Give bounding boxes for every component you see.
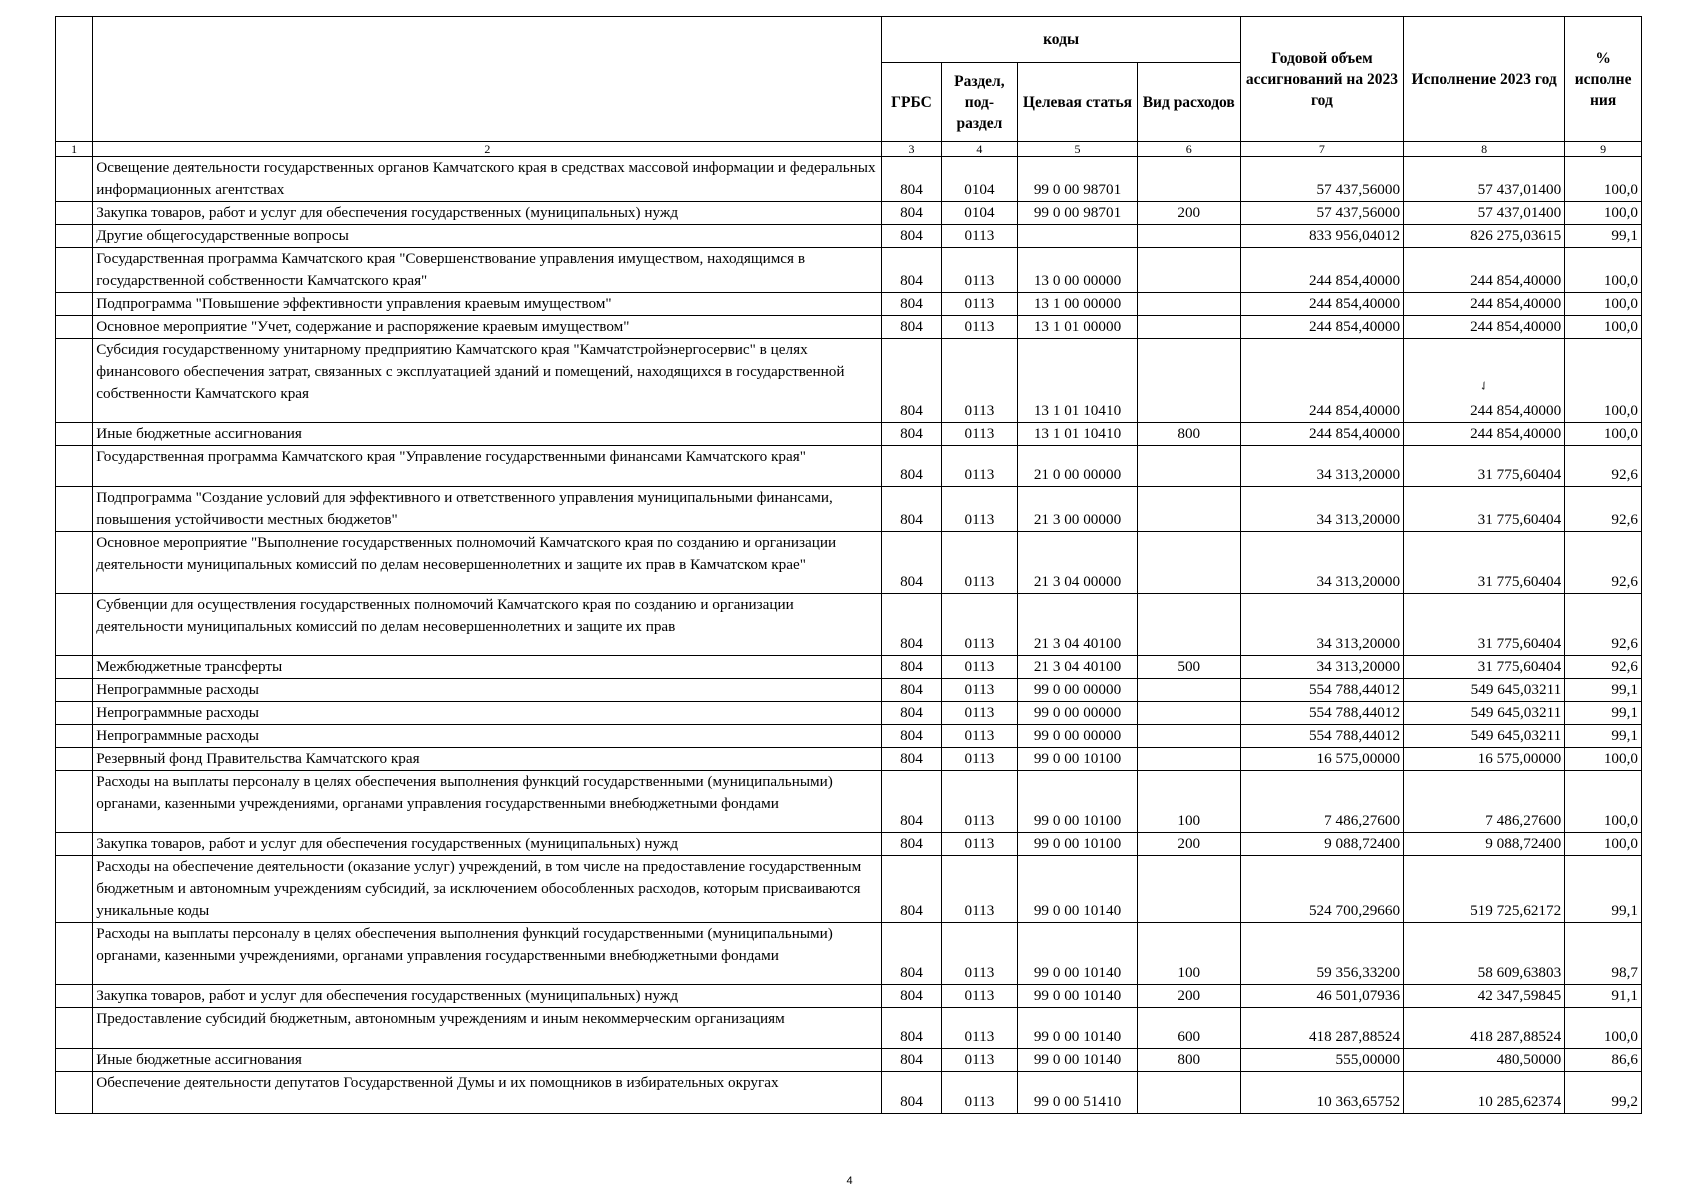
row-grbs: 804	[882, 225, 941, 248]
table-body	[56, 157, 1642, 1114]
row-razdel: 0113	[941, 594, 1018, 656]
row-razdel: 0113	[941, 446, 1018, 487]
row-pct: 99,1	[1565, 856, 1642, 923]
row-plan: 9 088,72400	[1240, 833, 1403, 856]
row-plan: 524 700,29660	[1240, 856, 1403, 923]
row-tselevaya: 21 3 00 00000	[1018, 487, 1137, 532]
table-row	[56, 423, 1642, 446]
row-fact: 418 287,88524	[1404, 1008, 1565, 1049]
row-name: Подпрограмма "Создание условий для эффективного и ответственного управления муниципальными финансами, повышения устойчивости местных бюджетов"	[93, 487, 882, 532]
header-empty-name	[93, 17, 882, 142]
row-pct: 100,0	[1565, 157, 1642, 202]
budget-sheet	[55, 16, 1642, 1114]
column-number: 1	[56, 142, 93, 157]
row-name: Другие общегосударственные вопросы	[93, 225, 882, 248]
row-number-cell	[56, 293, 93, 316]
row-name: Непрограммные расходы	[93, 679, 882, 702]
row-name: Закупка товаров, работ и услуг для обеспечения государственных (муниципальных) нужд	[93, 833, 882, 856]
column-number: 3	[882, 142, 941, 157]
row-name: Основное мероприятие "Выполнение государственных полномочий Камчатского края по созданию и организации деятельности муниципальных комиссий по делам несовершеннолетних и защите их прав в Камчатском крае"	[93, 532, 882, 594]
row-number-cell	[56, 487, 93, 532]
row-tselevaya: 99 0 00 10100	[1018, 833, 1137, 856]
row-number-cell	[56, 225, 93, 248]
row-number-cell	[56, 446, 93, 487]
header-vid: Вид расходов	[1137, 63, 1240, 142]
row-grbs: 804	[882, 1049, 941, 1072]
row-name: Расходы на выплаты персоналу в целях обеспечения выполнения функций государственными (муниципальными) органами, казенными учреждениями, органами управления государственными внебюджетными фондами	[93, 923, 882, 985]
row-razdel: 0104	[941, 202, 1018, 225]
row-razdel: 0113	[941, 748, 1018, 771]
row-pct: 92,6	[1565, 487, 1642, 532]
row-razdel: 0113	[941, 1049, 1018, 1072]
row-grbs: 804	[882, 202, 941, 225]
row-tselevaya: 21 3 04 00000	[1018, 532, 1137, 594]
row-razdel: 0113	[941, 248, 1018, 293]
row-grbs: 804	[882, 833, 941, 856]
budget-table	[55, 16, 1642, 1114]
header-codes: коды	[882, 17, 1240, 63]
row-razdel: 0113	[941, 293, 1018, 316]
row-pct: 100,0	[1565, 248, 1642, 293]
row-vid	[1137, 702, 1240, 725]
row-tselevaya: 99 0 00 10140	[1018, 1008, 1137, 1049]
row-name: Основное мероприятие "Учет, содержание и распоряжение краевым имуществом"	[93, 316, 882, 339]
row-tselevaya: 99 0 00 00000	[1018, 725, 1137, 748]
row-vid	[1137, 225, 1240, 248]
row-number-cell	[56, 856, 93, 923]
row-plan: 57 437,56000	[1240, 202, 1403, 225]
row-vid	[1137, 339, 1240, 423]
row-plan: 418 287,88524	[1240, 1008, 1403, 1049]
row-razdel: 0113	[941, 771, 1018, 833]
row-number-cell	[56, 1049, 93, 1072]
row-number-cell	[56, 748, 93, 771]
row-plan: 244 854,40000	[1240, 423, 1403, 446]
row-name: Расходы на выплаты персоналу в целях обеспечения выполнения функций государственными (муниципальными) органами, казенными учреждениями, органами управления государственными внебюджетными фондами	[93, 771, 882, 833]
row-name: Обеспечение деятельности депутатов Государственной Думы и их помощников в избирательных округах	[93, 1072, 882, 1114]
row-name: Субвенции для осуществления государственных полномочий Камчатского края по созданию и организации деятельности муниципальных комиссий по делам несовершеннолетних и защите их прав	[93, 594, 882, 656]
table-row	[56, 702, 1642, 725]
row-name: Закупка товаров, работ и услуг для обеспечения государственных (муниципальных) нужд	[93, 985, 882, 1008]
row-pct: 92,6	[1565, 656, 1642, 679]
row-vid: 800	[1137, 1049, 1240, 1072]
row-fact: 244 854,40000	[1404, 293, 1565, 316]
row-name: Освещение деятельности государственных органов Камчатского края в средствах массовой информации и федеральных информационных агентствах	[93, 157, 882, 202]
check-mark-icon: ✓	[1475, 377, 1493, 395]
row-fact: 31 775,60404	[1404, 487, 1565, 532]
row-vid	[1137, 594, 1240, 656]
row-vid	[1137, 856, 1240, 923]
header-empty-num	[56, 17, 93, 142]
row-plan: 34 313,20000	[1240, 656, 1403, 679]
row-tselevaya: 99 0 00 10140	[1018, 985, 1137, 1008]
row-pct: 100,0	[1565, 339, 1642, 423]
row-plan: 34 313,20000	[1240, 487, 1403, 532]
row-number-cell	[56, 1072, 93, 1114]
row-plan: 555,00000	[1240, 1049, 1403, 1072]
row-tselevaya: 13 1 00 00000	[1018, 293, 1137, 316]
row-pct: 100,0	[1565, 316, 1642, 339]
row-grbs: 804	[882, 293, 941, 316]
header-grbs: ГРБС	[882, 63, 941, 142]
row-fact: 244 854,40000	[1404, 423, 1565, 446]
row-vid	[1137, 487, 1240, 532]
header-tselevaya: Целевая статья	[1018, 63, 1137, 142]
row-razdel: 0113	[941, 679, 1018, 702]
table-row	[56, 157, 1642, 202]
row-vid: 200	[1137, 202, 1240, 225]
row-fact: 549 645,03211	[1404, 702, 1565, 725]
row-number-cell	[56, 157, 93, 202]
header-pct: % исполне ния	[1565, 17, 1642, 142]
row-tselevaya: 99 0 00 00000	[1018, 702, 1137, 725]
row-plan: 46 501,07936	[1240, 985, 1403, 1008]
table-row	[56, 748, 1642, 771]
row-vid	[1137, 1072, 1240, 1114]
row-grbs: 804	[882, 157, 941, 202]
row-fact: 549 645,03211	[1404, 725, 1565, 748]
row-plan: 554 788,44012	[1240, 725, 1403, 748]
row-name: Закупка товаров, работ и услуг для обеспечения государственных (муниципальных) нужд	[93, 202, 882, 225]
row-grbs: 804	[882, 248, 941, 293]
row-fact: 244 854,40000	[1404, 316, 1565, 339]
table-row	[56, 833, 1642, 856]
row-razdel: 0113	[941, 423, 1018, 446]
row-fact: 480,50000	[1404, 1049, 1565, 1072]
row-fact: 57 437,01400	[1404, 157, 1565, 202]
row-tselevaya: 99 0 00 98701	[1018, 157, 1137, 202]
row-vid	[1137, 248, 1240, 293]
row-vid	[1137, 446, 1240, 487]
row-pct: 100,0	[1565, 423, 1642, 446]
row-name: Иные бюджетные ассигнования	[93, 423, 882, 446]
table-row	[56, 225, 1642, 248]
row-pct: 86,6	[1565, 1049, 1642, 1072]
row-name: Предоставление субсидий бюджетным, автономным учреждениям и иным некоммерческим организациям	[93, 1008, 882, 1049]
row-pct: 92,6	[1565, 532, 1642, 594]
row-tselevaya	[1018, 225, 1137, 248]
row-tselevaya: 99 0 00 10100	[1018, 748, 1137, 771]
table-row	[56, 487, 1642, 532]
row-grbs: 804	[882, 423, 941, 446]
row-tselevaya: 99 0 00 98701	[1018, 202, 1137, 225]
row-pct: 99,1	[1565, 702, 1642, 725]
table-row	[56, 679, 1642, 702]
table-row	[56, 656, 1642, 679]
row-razdel: 0113	[941, 702, 1018, 725]
row-vid	[1137, 725, 1240, 748]
row-pct: 98,7	[1565, 923, 1642, 985]
row-grbs: 804	[882, 532, 941, 594]
row-grbs: 804	[882, 725, 941, 748]
row-fact: 31 775,60404	[1404, 656, 1565, 679]
row-name: Межбюджетные трансферты	[93, 656, 882, 679]
row-pct: 100,0	[1565, 1008, 1642, 1049]
header-fact: Исполнение 2023 год	[1404, 17, 1565, 142]
row-fact: 31 775,60404	[1404, 532, 1565, 594]
row-razdel: 0113	[941, 725, 1018, 748]
row-grbs: 804	[882, 1072, 941, 1114]
row-razdel: 0104	[941, 157, 1018, 202]
row-fact: 31 775,60404	[1404, 446, 1565, 487]
row-tselevaya: 21 3 04 40100	[1018, 594, 1137, 656]
row-pct: 99,1	[1565, 725, 1642, 748]
row-grbs: 804	[882, 985, 941, 1008]
row-plan: 10 363,65752	[1240, 1072, 1403, 1114]
row-tselevaya: 13 1 01 10410	[1018, 423, 1137, 446]
column-number: 5	[1018, 142, 1137, 157]
row-name: Непрограммные расходы	[93, 725, 882, 748]
table-row	[56, 771, 1642, 833]
row-vid	[1137, 316, 1240, 339]
row-grbs: 804	[882, 1008, 941, 1049]
row-razdel: 0113	[941, 1072, 1018, 1114]
row-plan: 833 956,04012	[1240, 225, 1403, 248]
row-grbs: 804	[882, 656, 941, 679]
column-number: 9	[1565, 142, 1642, 157]
row-pct: 100,0	[1565, 748, 1642, 771]
row-grbs: 804	[882, 771, 941, 833]
row-grbs: 804	[882, 446, 941, 487]
row-grbs: 804	[882, 487, 941, 532]
row-pct: 100,0	[1565, 833, 1642, 856]
row-fact: 826 275,03615	[1404, 225, 1565, 248]
row-number-cell	[56, 594, 93, 656]
row-grbs: 804	[882, 748, 941, 771]
table-row	[56, 1008, 1642, 1049]
row-vid: 500	[1137, 656, 1240, 679]
row-plan: 244 854,40000	[1240, 339, 1403, 423]
row-name: Государственная программа Камчатского края "Управление государственными финансами Камчатского края"	[93, 446, 882, 487]
row-number-cell	[56, 771, 93, 833]
row-fact: 519 725,62172	[1404, 856, 1565, 923]
row-fact: 549 645,03211	[1404, 679, 1565, 702]
header-razdel: Раздел, под-раздел	[941, 63, 1018, 142]
page-number: 4	[846, 1175, 853, 1187]
row-vid	[1137, 293, 1240, 316]
row-razdel: 0113	[941, 532, 1018, 594]
table-row	[56, 923, 1642, 985]
column-number: 4	[941, 142, 1018, 157]
row-razdel: 0113	[941, 225, 1018, 248]
row-pct: 99,2	[1565, 1072, 1642, 1114]
row-tselevaya: 13 1 01 10410	[1018, 339, 1137, 423]
row-grbs: 804	[882, 702, 941, 725]
row-razdel: 0113	[941, 1008, 1018, 1049]
row-tselevaya: 99 0 00 10140	[1018, 856, 1137, 923]
row-plan: 16 575,00000	[1240, 748, 1403, 771]
column-number: 6	[1137, 142, 1240, 157]
table-row	[56, 1049, 1642, 1072]
row-number-cell	[56, 248, 93, 293]
row-tselevaya: 99 0 00 51410	[1018, 1072, 1137, 1114]
row-vid	[1137, 157, 1240, 202]
row-number-cell	[56, 923, 93, 985]
row-razdel: 0113	[941, 316, 1018, 339]
row-razdel: 0113	[941, 923, 1018, 985]
row-name: Государственная программа Камчатского края "Совершенствование управления имуществом, находящимся в государственной собственности Камчатского края"	[93, 248, 882, 293]
table-row	[56, 339, 1642, 423]
row-fact: 16 575,00000	[1404, 748, 1565, 771]
row-number-cell	[56, 833, 93, 856]
row-pct: 100,0	[1565, 771, 1642, 833]
row-plan: 244 854,40000	[1240, 248, 1403, 293]
row-fact: 244 854,40000	[1404, 248, 1565, 293]
row-fact: 42 347,59845	[1404, 985, 1565, 1008]
row-number-cell	[56, 316, 93, 339]
row-pct: 100,0	[1565, 202, 1642, 225]
table-row	[56, 985, 1642, 1008]
table-row	[56, 594, 1642, 656]
row-number-cell	[56, 656, 93, 679]
row-tselevaya: 21 0 00 00000	[1018, 446, 1137, 487]
row-grbs: 804	[882, 923, 941, 985]
row-grbs: 804	[882, 316, 941, 339]
row-tselevaya: 13 0 00 00000	[1018, 248, 1137, 293]
row-pct: 92,6	[1565, 594, 1642, 656]
row-fact: 58 609,63803	[1404, 923, 1565, 985]
row-tselevaya: 21 3 04 40100	[1018, 656, 1137, 679]
row-fact: 31 775,60404	[1404, 594, 1565, 656]
row-razdel: 0113	[941, 339, 1018, 423]
row-razdel: 0113	[941, 833, 1018, 856]
row-plan: 554 788,44012	[1240, 702, 1403, 725]
row-plan: 34 313,20000	[1240, 594, 1403, 656]
row-plan: 57 437,56000	[1240, 157, 1403, 202]
row-name: Расходы на обеспечение деятельности (оказание услуг) учреждений, в том числе на предоставление государственным бюджетным и автономным учреждениям субсидий, за исключением обособленных расходов, которым присваиваются уникальные коды	[93, 856, 882, 923]
row-name: Подпрограмма "Повышение эффективности управления краевым имуществом"	[93, 293, 882, 316]
row-number-cell	[56, 985, 93, 1008]
table-row	[56, 725, 1642, 748]
row-plan: 554 788,44012	[1240, 679, 1403, 702]
row-plan: 34 313,20000	[1240, 446, 1403, 487]
header-plan: Годовой объем ассигнований на 2023 год	[1240, 17, 1403, 142]
table-row	[56, 248, 1642, 293]
column-number: 7	[1240, 142, 1403, 157]
row-vid	[1137, 532, 1240, 594]
column-number-row	[56, 142, 1642, 157]
row-name: Резервный фонд Правительства Камчатского края	[93, 748, 882, 771]
table-row	[56, 202, 1642, 225]
table-row	[56, 1072, 1642, 1114]
row-grbs: 804	[882, 856, 941, 923]
table-row	[56, 316, 1642, 339]
row-number-cell	[56, 339, 93, 423]
table-row	[56, 856, 1642, 923]
row-tselevaya: 99 0 00 10100	[1018, 771, 1137, 833]
row-vid: 100	[1137, 923, 1240, 985]
row-vid	[1137, 748, 1240, 771]
row-plan: 244 854,40000	[1240, 293, 1403, 316]
row-vid: 800	[1137, 423, 1240, 446]
row-vid: 100	[1137, 771, 1240, 833]
row-pct: 100,0	[1565, 293, 1642, 316]
row-pct: 99,1	[1565, 679, 1642, 702]
row-name: Непрограммные расходы	[93, 702, 882, 725]
row-plan: 7 486,27600	[1240, 771, 1403, 833]
column-number: 8	[1404, 142, 1565, 157]
row-plan: 34 313,20000	[1240, 532, 1403, 594]
row-plan: 244 854,40000	[1240, 316, 1403, 339]
row-grbs: 804	[882, 679, 941, 702]
row-pct: 99,1	[1565, 225, 1642, 248]
row-fact: 244 854,40000	[1404, 339, 1565, 423]
row-number-cell	[56, 532, 93, 594]
row-grbs: 804	[882, 339, 941, 423]
column-number: 2	[93, 142, 882, 157]
row-fact: 9 088,72400	[1404, 833, 1565, 856]
row-name: Субсидия государственному унитарному предприятию Камчатского края "Камчатстройэнергосервис" в целях финансового обеспечения затрат, связанных с эксплуатацией зданий и помещений, находящихся в государственной собственности Камчатского края	[93, 339, 882, 423]
table-row	[56, 293, 1642, 316]
row-fact: 57 437,01400	[1404, 202, 1565, 225]
row-razdel: 0113	[941, 985, 1018, 1008]
row-razdel: 0113	[941, 856, 1018, 923]
table-row	[56, 446, 1642, 487]
row-tselevaya: 99 0 00 10140	[1018, 1049, 1137, 1072]
row-vid	[1137, 679, 1240, 702]
row-number-cell	[56, 202, 93, 225]
row-number-cell	[56, 1008, 93, 1049]
row-tselevaya: 99 0 00 10140	[1018, 923, 1137, 985]
row-tselevaya: 99 0 00 00000	[1018, 679, 1137, 702]
row-plan: 59 356,33200	[1240, 923, 1403, 985]
table-row	[56, 532, 1642, 594]
row-number-cell	[56, 725, 93, 748]
row-vid: 600	[1137, 1008, 1240, 1049]
row-fact: 10 285,62374	[1404, 1072, 1565, 1114]
row-pct: 91,1	[1565, 985, 1642, 1008]
row-number-cell	[56, 423, 93, 446]
row-vid: 200	[1137, 985, 1240, 1008]
row-razdel: 0113	[941, 487, 1018, 532]
row-number-cell	[56, 679, 93, 702]
row-vid: 200	[1137, 833, 1240, 856]
row-number-cell	[56, 702, 93, 725]
row-tselevaya: 13 1 01 00000	[1018, 316, 1137, 339]
row-grbs: 804	[882, 594, 941, 656]
row-fact: 7 486,27600	[1404, 771, 1565, 833]
row-name: Иные бюджетные ассигнования	[93, 1049, 882, 1072]
row-pct: 92,6	[1565, 446, 1642, 487]
row-razdel: 0113	[941, 656, 1018, 679]
